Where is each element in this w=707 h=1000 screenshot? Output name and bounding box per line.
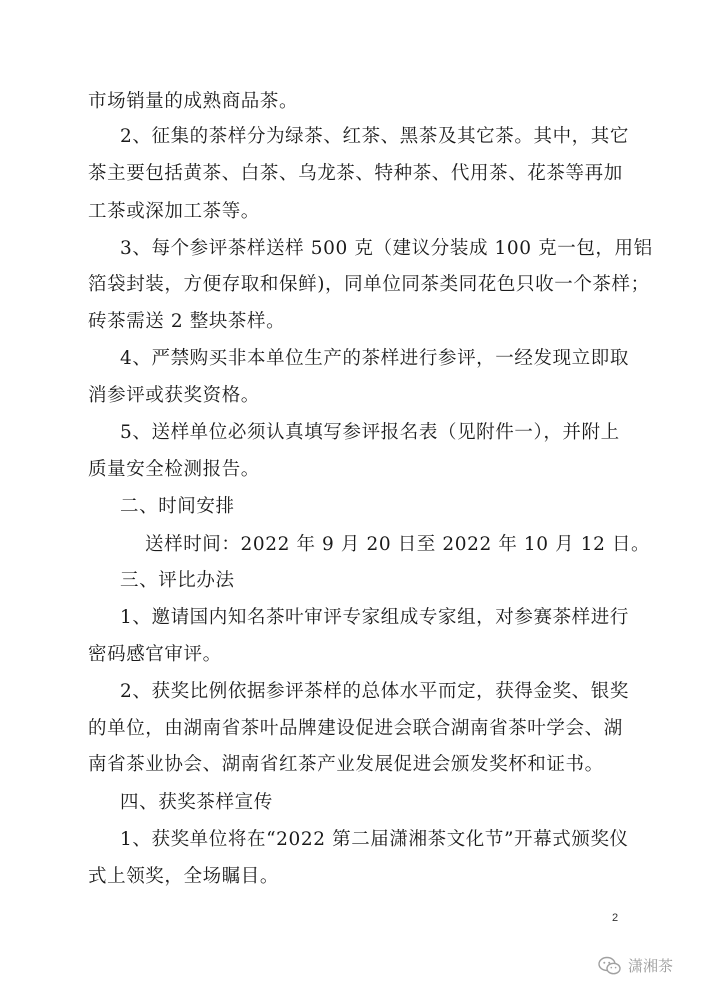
- text-line: 市场销量的成熟商品茶。: [88, 91, 299, 112]
- page-number: 2: [612, 912, 619, 924]
- wechat-icon: [598, 956, 622, 976]
- text-line: 1、获奖单位将在“2022 第二届潇湘茶文化节”开幕式颁奖仪: [120, 829, 629, 850]
- section-heading: 四、获奖茶样宣传: [120, 792, 273, 813]
- text-line: 5、送样单位必须认真填写参评报名表（见附件一），并附上: [120, 422, 620, 443]
- text-line: 的单位，由湖南省茶叶品牌建设促进会联合湖南省茶叶学会、湖: [88, 718, 623, 739]
- text-line: 密码感官审评。: [88, 644, 222, 665]
- text-line: 2、征集的茶样分为绿茶、红茶、黑茶及其它茶。其中，其它: [120, 126, 629, 147]
- text-line: 3、每个参评茶样送样 500 克（建议分装成 100 克一包，用铝: [120, 238, 653, 259]
- text-line: 1、邀请国内知名茶叶审评专家组成专家组，对参赛茶样进行: [120, 607, 629, 628]
- text-line: 送样时间：2022 年 9 月 20 日至 2022 年 10 月 12 日。: [145, 534, 651, 555]
- text-line: 2、获奖比例依据参评茶样的总体水平而定，获得金奖、银奖: [120, 681, 629, 702]
- text-line: 4、严禁购买非本单位生产的茶样进行参评，一经发现立即取: [120, 348, 629, 369]
- watermark: [598, 955, 673, 976]
- text-line: 砖茶需送 2 整块茶样。: [88, 311, 286, 332]
- text-line: 工茶或深加工茶等。: [88, 201, 260, 222]
- section-heading: 二、时间安排: [120, 496, 235, 517]
- text-line: 消参评或获奖资格。: [88, 385, 260, 406]
- text-line: 茶主要包括黄茶、白茶、乌龙茶、特种茶、代用茶、花茶等再加: [88, 163, 623, 184]
- watermark-label: 潇湘茶: [628, 958, 674, 975]
- text-line: 南省茶业协会、湖南省红茶产业发展促进会颁发奖杯和证书。: [88, 754, 604, 775]
- text-line: 质量安全检测报告。: [88, 459, 260, 480]
- section-heading: 三、评比办法: [120, 570, 235, 591]
- text-line: 式上领奖，全场瞩目。: [88, 866, 280, 887]
- text-line: 箔袋封装，方便存取和保鲜)，同单位同茶类同花色只收一个茶样；: [88, 274, 650, 295]
